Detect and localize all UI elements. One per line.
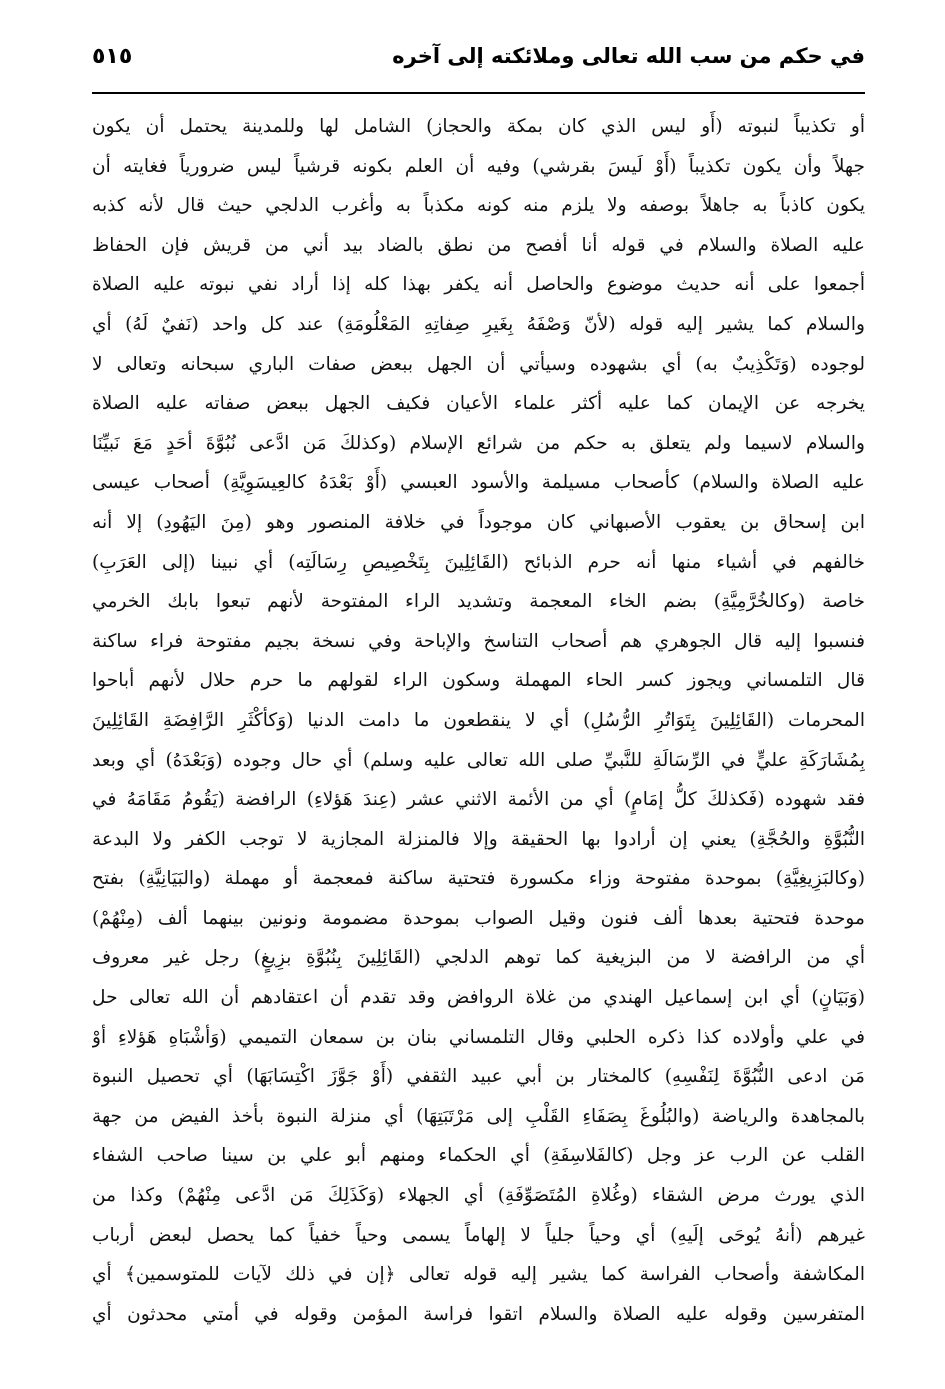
text-line: فقد شهوده (فَكذلكَ كلُّ إمَامٍ) أي من الأئمة الاثني عشر (عِندَ هَؤلاءِ) الرافضة (يَقُومُ مَقَامَهُ في [92,789,865,811]
page-number: ٥١٥ [92,44,133,69]
text-line: بِمُشَارَكَةِ عليٍّ في الرِّسَالَةِ للنَّبيِّ صلى الله تعالى عليه وسلم) أي حال وجوده (وَبَعْدَهُ) أي وبعد [92,749,865,771]
text-line: قال التلمساني ويجوز كسر الحاء المهملة وسكون الراء لقولهم ما حرم حلال لأنهم أباحوا [92,670,865,692]
text-line: غيرهم (أنهُ يُوحَى إلَيهِ) أي وحياً جلياً لا إلهاماً يسمى وحياً خفياً كما يحصل لبعض أرباب [92,1224,865,1246]
text-line: في علي وأولاده كذا ذكره الحلبي وقال التلمساني بنان بن سمعان التميمي (وَأشْبَاهِ هَؤلاءِ أوْ [92,1026,865,1048]
text-line: خالفهم في أشياء منها أنه حرم الذبائح (القَائِلِينَ بِتَخْصِيصِ رِسَالَتِه) أي نبينا (إلى العَرَبِ) [92,551,865,573]
text-line: المتفرسين وقوله عليه الصلاة والسلام اتقوا فراسة المؤمن وقوله في أمتي محدثون أي [92,1303,865,1325]
running-title: في حكم من سب الله تعالى وملائكته إلى آخره [392,44,865,68]
text-line: عليه الصلاة والسلام في قوله أنا أفصح من نطق بالضاد بيد أني من قريش فإن الحفاظ [92,234,865,256]
text-line: مَن ادعى النُّبُوَّةَ لِنَفْسِهِ) كالمختار بن أبي عبيد الثقفي (أَوْ جَوَّزَ اكْتِسَابَهَا) أي تحصيل النبوة [92,1066,865,1088]
text-line: والسلام لاسيما ولم يتعلق به حكم من شرائع الإسلام (وكذلكَ مَن ادَّعى نُبُوَّةَ أحَدٍ مَعَ نَبيِّنَا [92,432,865,454]
text-line: المكاشفة وأصحاب الفراسة كما يشير إليه قوله تعالى ﴿إن في ذلك لآيات للمتوسمين﴾ أي [92,1264,865,1286]
text-line: والسلام كما يشير إليه قوله (لأنّ وَصْفَهُ بِغَيرِ صِفاتِهِ المَعْلُومَةِ) عند كل واحد (نَفيٌ لَهُ) أي [92,313,865,335]
text-line: موحدة فتحتية بعدها ألف فنون وقيل الصواب بموحدة مضمومة ونونين بينهما ألف (مِنْهُمْ) [92,907,865,929]
text-line: المحرمات (القَائِلِينَ بِتَوَاتُرِ الرُّسُلِ) أي لا ينقطعون ما دامت الدنيا (وَكأكْثَرِ الرَّافِضَةِ القَائِلِينَ [92,709,865,731]
text-line: القلب عن الرب عز وجل (كالفَلاسِفَةِ) أي الحكماء ومنهم أبو علي بن سينا صاحب الشفاء [92,1145,865,1167]
text-line: الذي يورث مرض الشقاء (وغُلاةِ المُتَصَوِّفَةِ) أي الجهلاء (وَكَذَلِكَ مَن ادَّعى مِنْهُمْ) وكذا من [92,1185,865,1207]
text-line: أو تكذيباً لنبوته (أَو ليس الذي كان بمكة والحجاز) الشامل لها وللمدينة يحتمل أن يكون [92,116,865,137]
text-line: لوجوده (وَتَكْذِيبٌ به) أي بشهوده وسيأتي أن الجهل ببعض صفات الباري سبحانه وتعالى لا [92,353,865,375]
text-line: خاصة (وكالخُرَّمِيَّةِ) بضم الخاء المعجمة وتشديد الراء المفتوحة لأنهم تبعوا بابك الخرمي [92,591,865,613]
text-line: عليه الصلاة والسلام) كأصحاب مسيلمة والأسود العبسي (أَوْ بَعْدَهُ كالعِيسَوِيَّةِ) أصحاب عيسى [92,472,865,494]
text-line: يخرجه عن الإيمان كما عليه أكثر علماء الأعيان فكيف الجهل ببعض صفاته عليه الصلاة [92,393,865,415]
text-line: يكون كاذباً به جاهلاً بوصفه ولا يلزم منه كونه مكذباً به وأغرب الدلجي حيث قال لأنه كذبه [92,195,865,217]
text-line: أي من الرافضة لا من البزيغية كما توهم الدلجي (القَائِلِينَ بِنُبُوَّةِ بزِيغٍ) رجل غير معروف [92,947,865,969]
text-line: ابن إسحاق بن يعقوب الأصبهاني كان موجوداً في خلافة المنصور وهو (مِنَ اليَهُودِ) إلا أنه [92,511,865,533]
text-line: النُّبُوَّةِ والحُجَّةِ) يعني إن أرادوا بها الحقيقة وإلا فالمنزلة المجازية لا توجب الكفر ولا البدعة [92,828,865,850]
header-rule [92,92,865,94]
body-text [92,107,865,1334]
text-line: أجمعوا على أنه حديث موضوع والحاصل أنه يكفر بهذا كله إذا أراد نفي نبوته عليه الصلاة [92,274,865,296]
text-line: جهلاً وأن يكون تكذيباً (أَوْ لَيسَ بقرشي) وفيه أن العلم بكونه قرشياً ليس ضرورياً فغايته أن [92,155,865,177]
text-line: بالمجاهدة والرياضة (والبُلُوغَ بِصَفَاءِ القَلْبِ إلى مَرْتَبَتِهَا) أي منزلة النبوة بأخذ الفيض من جهة [92,1105,865,1127]
text-line: فنسبوا إليه قال الجوهري هم أصحاب التناسخ والإباحة وفي نسخة بجيم مفتوحة فراء ساكنة [92,630,865,652]
text-line: (وَبَيَانٍ) أي ابن إسماعيل الهندي من غلاة الروافض وقد تقدم أن اعتقادهم أن الله تعالى حل [92,987,865,1009]
page-header [92,38,865,86]
text-line: (وكالبَزِيغِيَّةِ) بموحدة مفتوحة وزاء مكسورة فتحتية ساكنة فمعجمة أو مهملة (والبَيَانِيَّةِ) بفتح [92,868,865,890]
